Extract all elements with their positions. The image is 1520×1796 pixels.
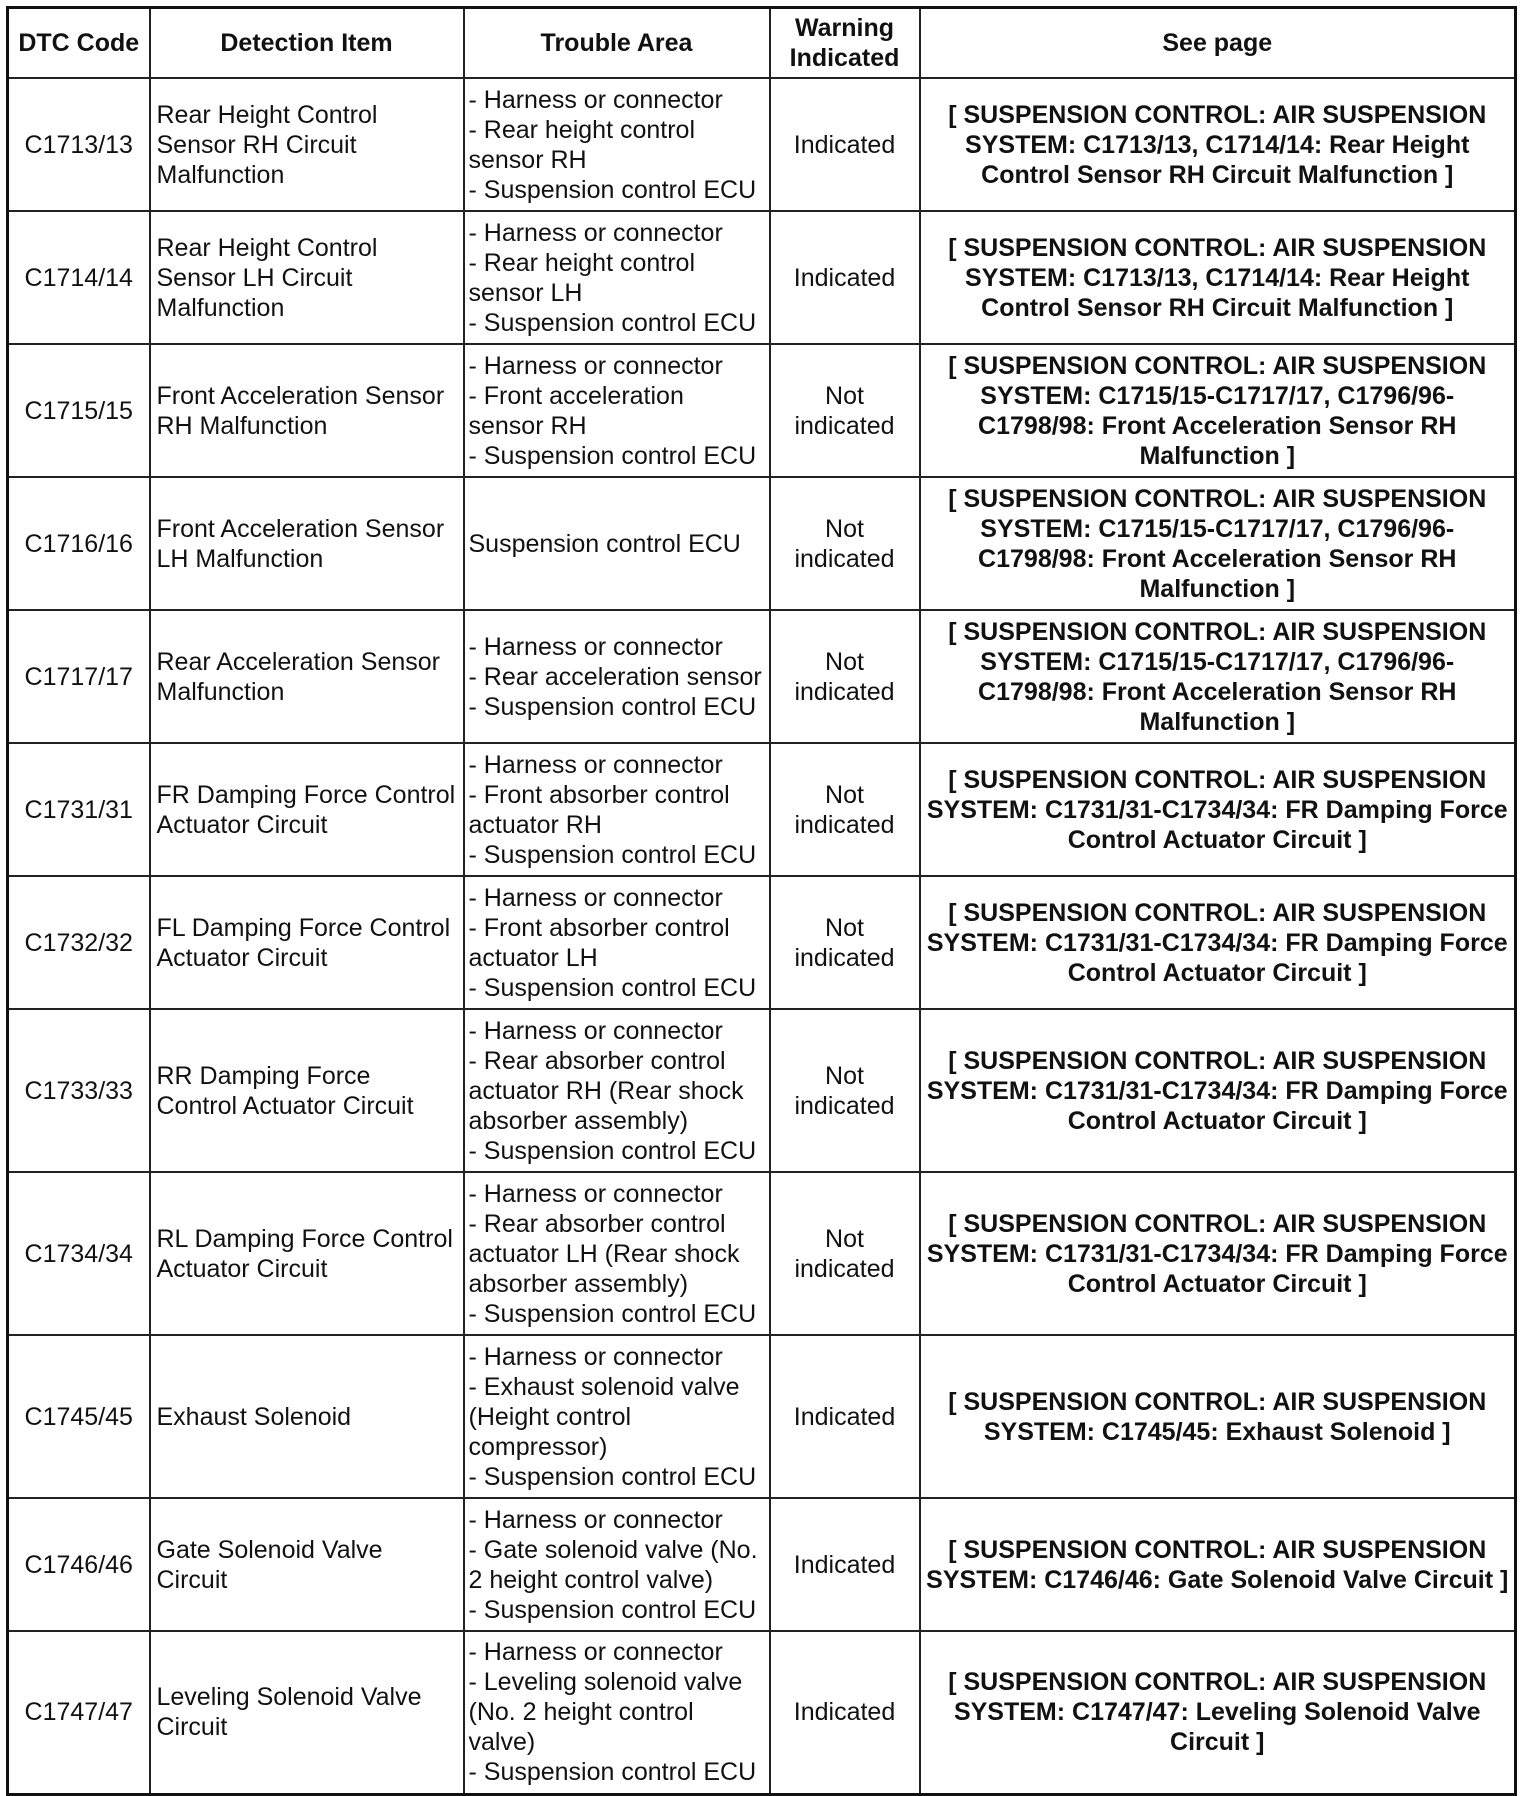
detection-item-cell: Rear Height Control Sensor LH Circuit Malfunction xyxy=(150,211,464,344)
see-page-link: [ SUSPENSION CONTROL: AIR SUSPENSION SYSTEM: C1713/13, C1714/14: Rear Height Control Sensor RH Circuit Malfunction ] xyxy=(920,211,1516,344)
header-row xyxy=(8,8,1516,79)
trouble-area-line: - Rear absorber control actuator RH (Rear shock absorber assembly) xyxy=(468,1046,751,1135)
table-row xyxy=(8,876,1516,1009)
trouble-area-line: - Harness or connector xyxy=(468,218,723,247)
warning-indicated-cell: Not indicated xyxy=(770,610,920,743)
dtc-code-cell: C1713/13 xyxy=(8,78,150,211)
trouble-area-line: - Gate solenoid valve (No. 2 height control valve) xyxy=(468,1535,765,1594)
dtc-code-cell: C1747/47 xyxy=(8,1631,150,1794)
table-row xyxy=(8,78,1516,211)
warning-indicated-cell: Indicated xyxy=(770,211,920,344)
table-row xyxy=(8,1009,1516,1172)
warning-indicated-cell: Not indicated xyxy=(770,876,920,1009)
table-row xyxy=(8,1335,1516,1498)
see-page-link: [ SUSPENSION CONTROL: AIR SUSPENSION SYSTEM: C1731/31-C1734/34: FR Damping Force Control Actuator Circuit ] xyxy=(920,876,1516,1009)
header-see-page: See page xyxy=(920,8,1516,79)
warning-indicated-cell: Not indicated xyxy=(770,344,920,477)
trouble-area-cell xyxy=(464,743,770,876)
detection-item-cell: Rear Acceleration Sensor Malfunction xyxy=(150,610,464,743)
table-row xyxy=(8,1172,1516,1335)
warning-indicated-cell: Indicated xyxy=(770,1631,920,1794)
trouble-area-line: - Suspension control ECU xyxy=(468,840,757,869)
trouble-area-cell xyxy=(464,610,770,743)
trouble-area-cell xyxy=(464,1498,770,1631)
warning-indicated-cell: Not indicated xyxy=(770,1172,920,1335)
detection-item-cell: FR Damping Force Control Actuator Circuit xyxy=(150,743,464,876)
trouble-area-line: - Rear height control sensor LH xyxy=(468,248,702,307)
trouble-area-line: - Harness or connector xyxy=(468,351,723,380)
trouble-area-cell xyxy=(464,477,770,610)
trouble-area-line: - Exhaust solenoid valve (Height control compressor) xyxy=(468,1372,747,1461)
header-warning-indicated: Warning Indicated xyxy=(770,8,920,79)
see-page-link: [ SUSPENSION CONTROL: AIR SUSPENSION SYSTEM: C1746/46: Gate Solenoid Valve Circuit ] xyxy=(920,1498,1516,1631)
trouble-area-line: Suspension control ECU xyxy=(468,529,741,558)
trouble-area-cell xyxy=(464,1172,770,1335)
table-row xyxy=(8,610,1516,743)
warning-indicated-cell: Indicated xyxy=(770,78,920,211)
trouble-area-line: - Harness or connector xyxy=(468,1505,723,1534)
trouble-area-line: - Suspension control ECU xyxy=(468,175,757,204)
dtc-code-cell: C1717/17 xyxy=(8,610,150,743)
trouble-area-line: - Front absorber control actuator RH xyxy=(468,780,737,839)
header-dtc-code: DTC Code xyxy=(8,8,150,79)
dtc-code-cell: C1715/15 xyxy=(8,344,150,477)
trouble-area-line: - Suspension control ECU xyxy=(468,1758,757,1787)
trouble-area-cell xyxy=(464,344,770,477)
see-page-link: [ SUSPENSION CONTROL: AIR SUSPENSION SYSTEM: C1715/15-C1717/17, C1796/96-C1798/98: Front Acceleration Sensor RH Malfunction ] xyxy=(920,344,1516,477)
trouble-area-cell xyxy=(464,78,770,211)
detection-item-cell: Gate Solenoid Valve Circuit xyxy=(150,1498,464,1631)
warning-indicated-cell: Not indicated xyxy=(770,1009,920,1172)
table-row xyxy=(8,1498,1516,1631)
trouble-area-line: - Suspension control ECU xyxy=(468,1299,757,1328)
dtc-code-cell: C1714/14 xyxy=(8,211,150,344)
detection-item-cell: FL Damping Force Control Actuator Circuit xyxy=(150,876,464,1009)
table-row xyxy=(8,743,1516,876)
trouble-area-line: - Harness or connector xyxy=(468,1342,723,1371)
table-row xyxy=(8,1631,1516,1794)
table-body xyxy=(8,78,1516,1794)
trouble-area-line: - Harness or connector xyxy=(468,1016,723,1045)
trouble-area-line: - Harness or connector xyxy=(468,1638,723,1667)
trouble-area-line: - Leveling solenoid valve (No. 2 height control valve) xyxy=(468,1668,750,1757)
trouble-area-line: - Rear height control sensor RH xyxy=(468,115,702,174)
detection-item-cell: RL Damping Force Control Actuator Circuit xyxy=(150,1172,464,1335)
trouble-area-line: - Rear absorber control actuator LH (Rear shock absorber assembly) xyxy=(468,1209,747,1298)
see-page-link: [ SUSPENSION CONTROL: AIR SUSPENSION SYSTEM: C1713/13, C1714/14: Rear Height Control Sensor RH Circuit Malfunction ] xyxy=(920,78,1516,211)
table-row xyxy=(8,211,1516,344)
trouble-area-line: - Suspension control ECU xyxy=(468,692,757,721)
dtc-table xyxy=(6,6,1517,1796)
see-page-link: [ SUSPENSION CONTROL: AIR SUSPENSION SYSTEM: C1731/31-C1734/34: FR Damping Force Control Actuator Circuit ] xyxy=(920,1009,1516,1172)
dtc-code-cell: C1745/45 xyxy=(8,1335,150,1498)
trouble-area-line: - Harness or connector xyxy=(468,750,723,779)
trouble-area-line: - Suspension control ECU xyxy=(468,1136,757,1165)
trouble-area-line: - Harness or connector xyxy=(468,632,723,661)
trouble-area-line: - Suspension control ECU xyxy=(468,1595,757,1624)
see-page-link: [ SUSPENSION CONTROL: AIR SUSPENSION SYSTEM: C1747/47: Leveling Solenoid Valve Circuit ] xyxy=(920,1631,1516,1794)
trouble-area-line: - Suspension control ECU xyxy=(468,973,757,1002)
trouble-area-line: - Suspension control ECU xyxy=(468,1462,757,1491)
see-page-link: [ SUSPENSION CONTROL: AIR SUSPENSION SYSTEM: C1731/31-C1734/34: FR Damping Force Control Actuator Circuit ] xyxy=(920,1172,1516,1335)
warning-indicated-cell: Indicated xyxy=(770,1498,920,1631)
dtc-code-cell: C1716/16 xyxy=(8,477,150,610)
detection-item-cell: Front Acceleration Sensor LH Malfunction xyxy=(150,477,464,610)
detection-item-cell: Rear Height Control Sensor RH Circuit Malfunction xyxy=(150,78,464,211)
trouble-area-cell xyxy=(464,876,770,1009)
trouble-area-line: - Suspension control ECU xyxy=(468,308,757,337)
dtc-code-cell: C1731/31 xyxy=(8,743,150,876)
detection-item-cell: Front Acceleration Sensor RH Malfunction xyxy=(150,344,464,477)
see-page-link: [ SUSPENSION CONTROL: AIR SUSPENSION SYSTEM: C1731/31-C1734/34: FR Damping Force Control Actuator Circuit ] xyxy=(920,743,1516,876)
dtc-code-cell: C1746/46 xyxy=(8,1498,150,1631)
see-page-link: [ SUSPENSION CONTROL: AIR SUSPENSION SYSTEM: C1745/45: Exhaust Solenoid ] xyxy=(920,1335,1516,1498)
trouble-area-cell xyxy=(464,1631,770,1794)
dtc-code-cell: C1732/32 xyxy=(8,876,150,1009)
see-page-link: [ SUSPENSION CONTROL: AIR SUSPENSION SYSTEM: C1715/15-C1717/17, C1796/96-C1798/98: Front Acceleration Sensor RH Malfunction ] xyxy=(920,477,1516,610)
warning-indicated-cell: Not indicated xyxy=(770,477,920,610)
trouble-area-line: - Front absorber control actuator LH xyxy=(468,913,737,972)
trouble-area-line: - Harness or connector xyxy=(468,1179,723,1208)
trouble-area-line: - Harness or connector xyxy=(468,85,723,114)
see-page-link: [ SUSPENSION CONTROL: AIR SUSPENSION SYSTEM: C1715/15-C1717/17, C1796/96-C1798/98: Front Acceleration Sensor RH Malfunction ] xyxy=(920,610,1516,743)
table-row xyxy=(8,477,1516,610)
trouble-area-line: - Harness or connector xyxy=(468,883,723,912)
trouble-area-cell xyxy=(464,1335,770,1498)
header-trouble-area: Trouble Area xyxy=(464,8,770,79)
dtc-code-cell: C1733/33 xyxy=(8,1009,150,1172)
dtc-code-cell: C1734/34 xyxy=(8,1172,150,1335)
warning-indicated-cell: Not indicated xyxy=(770,743,920,876)
warning-indicated-cell: Indicated xyxy=(770,1335,920,1498)
detection-item-cell: Leveling Solenoid Valve Circuit xyxy=(150,1631,464,1794)
header-detection-item: Detection Item xyxy=(150,8,464,79)
detection-item-cell: RR Damping Force Control Actuator Circuit xyxy=(150,1009,464,1172)
trouble-area-line: - Rear acceleration sensor xyxy=(468,662,762,691)
trouble-area-line: - Suspension control ECU xyxy=(468,441,757,470)
trouble-area-line: - Front acceleration sensor RH xyxy=(468,381,691,440)
trouble-area-cell xyxy=(464,1009,770,1172)
table-row xyxy=(8,344,1516,477)
trouble-area-cell xyxy=(464,211,770,344)
detection-item-cell: Exhaust Solenoid xyxy=(150,1335,464,1498)
